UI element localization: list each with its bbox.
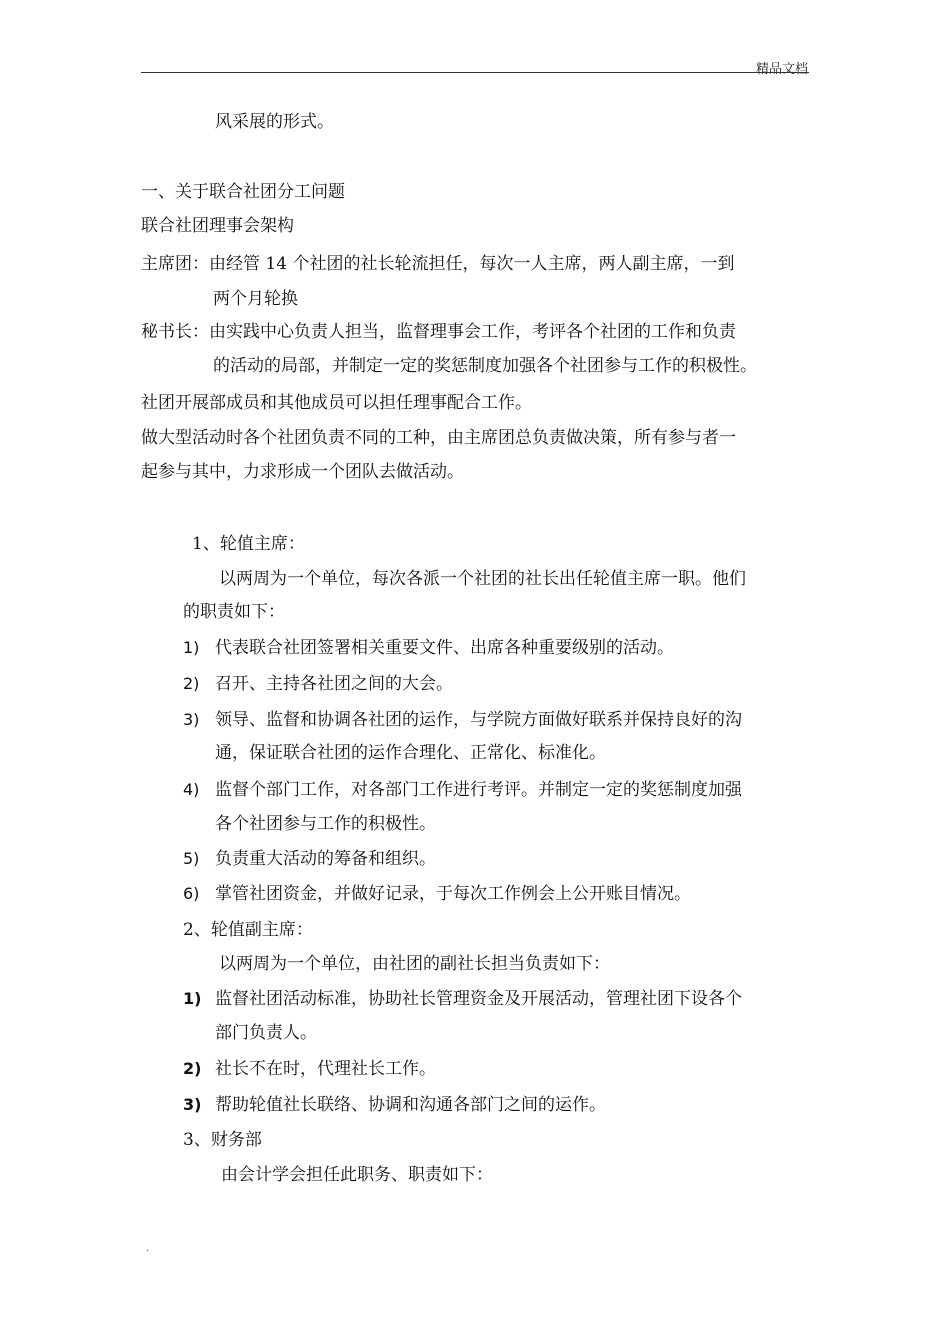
list-item: 领导、监督和协调各社团的运作，与学院方面做好联系并保持良好的沟 <box>215 710 742 730</box>
list-number: 3) <box>183 1095 202 1114</box>
paragraph-line: 以两周为一个单位，由社团的副社长担当负责如下： <box>219 954 610 974</box>
list-item-continuation: 部门负责人。 <box>215 1023 317 1043</box>
list-number: 2) <box>183 1059 202 1078</box>
page-header-label: 精品文档 <box>755 62 808 77</box>
list-number: 1) <box>183 989 202 1008</box>
list-item-continuation: 各个社团参与工作的积极性。 <box>215 814 436 834</box>
list-number: 2) <box>183 674 200 693</box>
list-item: 代表联合社团签署相关重要文件、出席各种重要级别的活动。 <box>215 638 674 658</box>
header-rule <box>141 72 809 73</box>
footer-dot: . <box>146 1243 150 1254</box>
paragraph-line: 秘书长：由实践中心负责人担当，监督理事会工作，考评各个社团的工作和负责 <box>141 322 736 342</box>
list-number: 5) <box>183 849 200 868</box>
list-number: 3) <box>183 710 200 729</box>
list-number: 4) <box>183 780 200 799</box>
paragraph-line: 由会计学会担任此职务、职责如下： <box>221 1165 493 1185</box>
list-item: 召开、主持各社团之间的大会。 <box>215 674 453 694</box>
list-item: 社长不在时，代理社长工作。 <box>215 1059 436 1079</box>
list-item-continuation: 通，保证联合社团的运作合理化、正常化、标准化。 <box>215 743 606 763</box>
paragraph-line: 两个月轮换 <box>213 289 298 309</box>
paragraph-line: 的活动的局部，并制定一定的奖惩制度加强各个社团参与工作的积极性。 <box>213 356 757 376</box>
list-item: 负责重大活动的筹备和组织。 <box>215 849 436 869</box>
paragraph-line: 的职责如下： <box>183 602 285 622</box>
section-title-3: 3、财务部 <box>183 1130 262 1150</box>
paragraph-line: 以两周为一个单位，每次各派一个社团的社长出任轮值主席一职。他们 <box>219 569 746 589</box>
continued-text: 风采展的形式。 <box>215 112 334 132</box>
subheading: 联合社团理事会架构 <box>141 216 294 236</box>
paragraph-line: 社团开展部成员和其他成员可以担任理事配合工作。 <box>141 393 532 413</box>
list-item: 监督社团活动标准，协助社长管理资金及开展活动，管理社团下设各个 <box>215 989 742 1009</box>
section-heading: 一、关于联合社团分工问题 <box>141 182 345 202</box>
paragraph-line: 主席团：由经管 14 个社团的社长轮流担任，每次一人主席，两人副主席，一到 <box>141 254 735 274</box>
list-item: 监督个部门工作，对各部门工作进行考评。并制定一定的奖惩制度加强 <box>215 780 742 800</box>
paragraph-line: 起参与其中，力求形成一个团队去做活动。 <box>141 462 464 482</box>
list-number: 6) <box>183 884 200 903</box>
list-item: 掌管社团资金，并做好记录，于每次工作例会上公开账目情况。 <box>215 884 691 904</box>
paragraph-line: 做大型活动时各个社团负责不同的工种，由主席团总负责做决策，所有参与者一 <box>141 428 736 448</box>
section-title-1: 1、轮值主席： <box>192 534 305 554</box>
list-item: 帮助轮值社长联络、协调和沟通各部门之间的运作。 <box>215 1095 606 1115</box>
list-number: 1) <box>183 638 200 657</box>
section-title-2: 2、轮值副主席： <box>183 920 313 940</box>
